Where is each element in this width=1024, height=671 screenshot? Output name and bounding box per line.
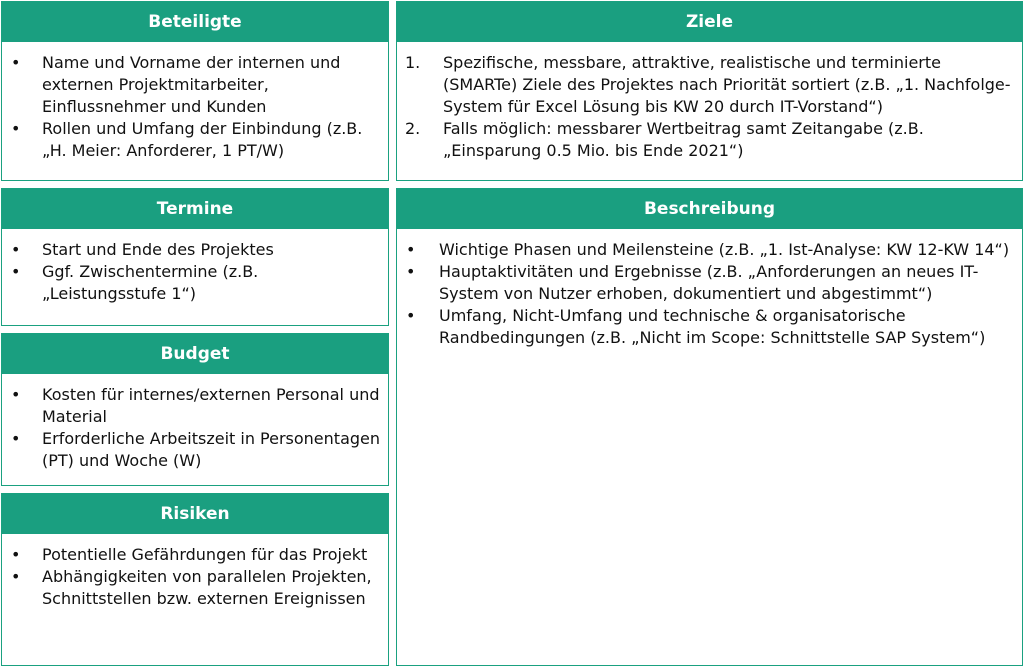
list-item: • Kosten für internes/externen Personal und Material	[11, 385, 380, 426]
card-title-beteiligte: Beteiligte	[2, 2, 388, 42]
list-item: • Start und Ende des Projektes	[11, 240, 274, 259]
list-item: • Erforderliche Arbeitszeit in Personentagen (PT) und Woche (W)	[11, 429, 381, 470]
card-title-budget: Budget	[2, 334, 388, 374]
card-budget	[1, 333, 389, 486]
list-item: • Potentielle Gefährdungen für das Projekt	[11, 545, 368, 564]
list-item: • Name und Vorname der internen und externen Projektmitarbeiter, Einflussnehmer und Kunden	[11, 53, 341, 116]
bullet-icon: •	[11, 429, 21, 448]
list-item: • Wichtige Phasen und Meilensteine (z.B. „1. Ist-Analyse: KW 12-KW 14“)	[406, 240, 1010, 259]
card-title-risiken: Risiken	[2, 494, 388, 534]
card-beteiligte	[1, 1, 389, 181]
card-risiken	[1, 493, 389, 666]
list-item: 1. Spezifische, messbare, attraktive, realistische und terminierte (SMARTe) Ziele des Projektes nach Priorität sortiert (z.B. „1. Nachfolge-System für Excel Lösung bis KW 20 durch IT-Vorstand“)	[405, 53, 1011, 116]
list-termine	[2, 239, 380, 305]
list-item: • Abhängigkeiten von parallelen Projekten, Schnittstellen bzw. externen Ereignissen	[11, 567, 372, 608]
bullet-icon: •	[406, 240, 416, 259]
list-number: 1.	[405, 53, 421, 72]
bullet-icon: •	[11, 567, 21, 586]
list-beschreibung	[397, 239, 1014, 349]
list-item: • Hauptaktivitäten und Ergebnisse (z.B. „Anforderungen an neues IT-System von Nutzer erhoben, dokumentiert und abgestimmt“)	[406, 262, 979, 303]
bullet-icon: •	[11, 262, 21, 281]
card-title-termine: Termine	[2, 189, 388, 229]
card-beschreibung	[396, 188, 1023, 666]
card-title-ziele: Ziele	[397, 2, 1022, 42]
bullet-icon: •	[11, 53, 21, 72]
list-item: • Rollen und Umfang der Einbindung (z.B. „H. Meier: Anforderer, 1 PT/W)	[11, 119, 363, 160]
bullet-icon: •	[11, 385, 21, 404]
bullet-icon: •	[11, 545, 21, 564]
bullet-icon: •	[406, 306, 416, 325]
list-ziele	[397, 52, 1014, 162]
card-title-beschreibung: Beschreibung	[397, 189, 1022, 229]
card-ziele	[396, 1, 1023, 181]
list-beteiligte	[2, 52, 380, 162]
list-budget	[2, 384, 380, 472]
list-item: 2. Falls möglich: messbarer Wertbeitrag samt Zeitangabe (z.B. „Einsparung 0.5 Mio. bis Ende 2021“)	[405, 119, 924, 160]
list-risiken	[2, 544, 380, 610]
list-number: 2.	[405, 119, 421, 138]
card-termine	[1, 188, 389, 326]
bullet-icon: •	[11, 240, 21, 259]
bullet-icon: •	[11, 119, 21, 138]
list-item: • Ggf. Zwischentermine (z.B. „Leistungsstufe 1“)	[11, 262, 259, 303]
bullet-icon: •	[406, 262, 416, 281]
list-item: • Umfang, Nicht-Umfang und technische & organisatorische Randbedingungen (z.B. „Nicht im Scope: Schnittstelle SAP System“)	[406, 306, 986, 347]
